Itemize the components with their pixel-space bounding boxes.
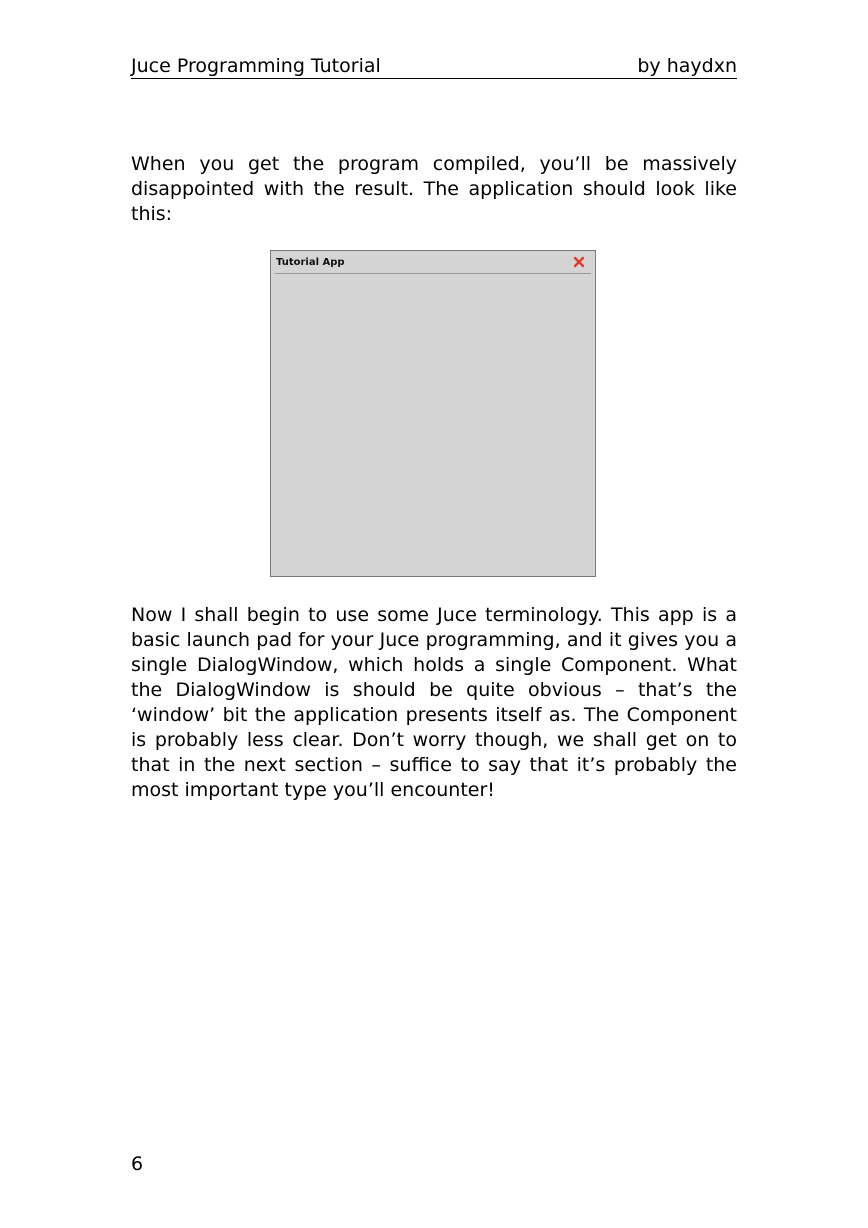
page-header xyxy=(131,52,737,79)
paragraph-intro: When you get the program compiled, you’ll be massively disappointed with the result. The application should look like this: xyxy=(131,153,737,225)
window-title: Tutorial App xyxy=(276,257,345,268)
header-title: Juce Programming Tutorial xyxy=(131,55,381,77)
page-number: 6 xyxy=(131,1153,144,1175)
window-titlebar xyxy=(275,253,591,274)
close-icon xyxy=(573,256,585,268)
paragraph-terminology: Now I shall begin to use some Juce terminology. This app is a basic launch pad for your Juce programming, and it gives you a single DialogWindow, which holds a single Component. What the DialogWindow is should be quite obvious – that’s the ‘window’ bit the application presents itself as. The Component is probably less clear. Don’t worry though, we shall get on to that in the next section – suffice to say that it’s probably the most important type you’ll encounter! xyxy=(131,604,737,801)
header-author: by haydxn xyxy=(637,55,737,77)
app-window-screenshot xyxy=(270,250,596,577)
